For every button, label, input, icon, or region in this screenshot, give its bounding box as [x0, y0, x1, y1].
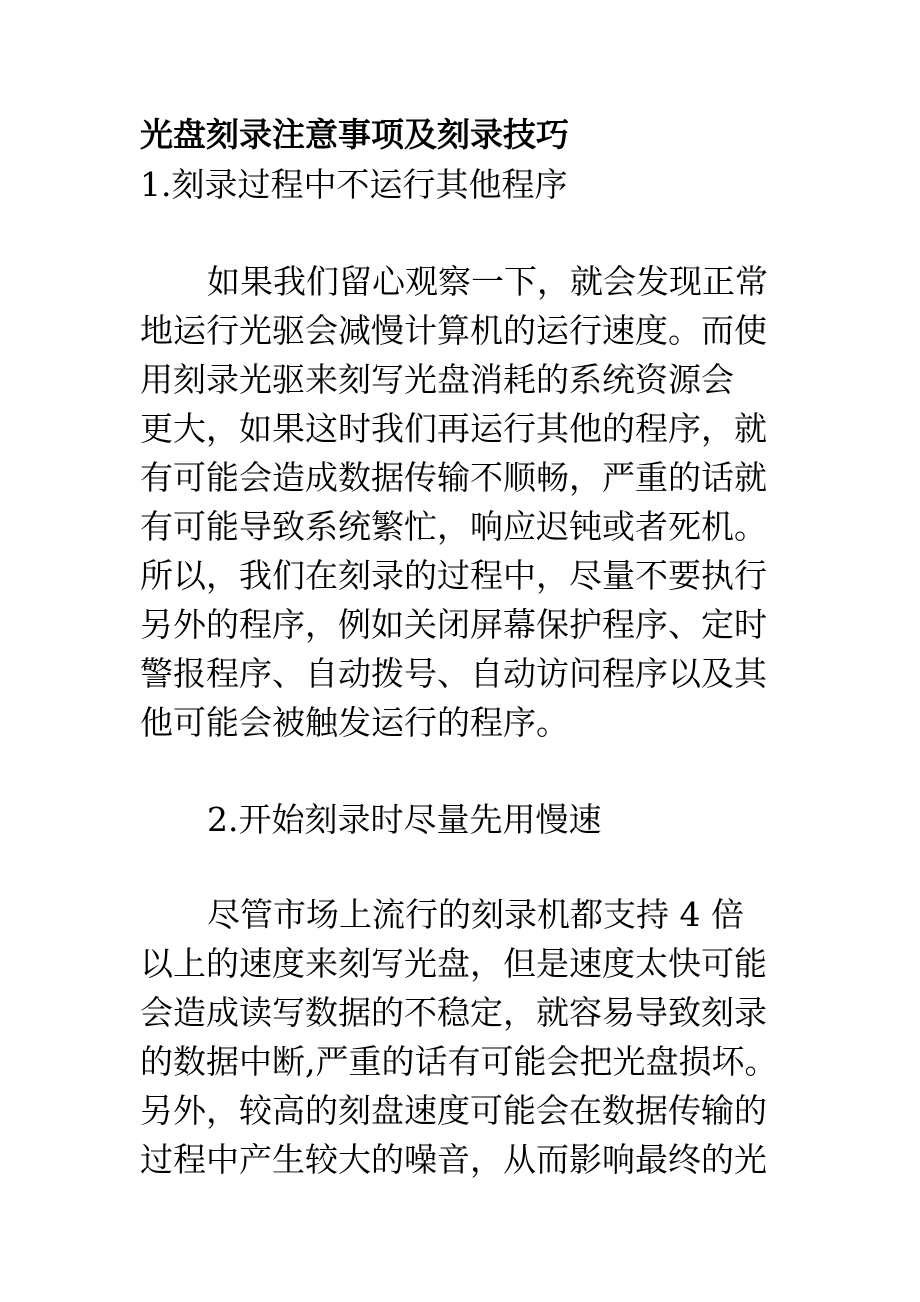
section-1-line-7: 所以，我们在刻录的过程中，尽量不要执行	[140, 556, 767, 595]
section-1-line-1: 如果我们留心观察一下，就会发现正常	[207, 262, 768, 301]
section-1-heading: 1.刻录过程中不运行其他程序	[140, 165, 568, 204]
section-1-line-5: 有可能会造成数据传输不顺畅，严重的话就	[140, 458, 767, 497]
section-1-line-8: 另外的程序，例如关闭屏幕保护程序、定时	[140, 605, 767, 644]
section-2-line-1: 尽管市场上流行的刻录机都支持 4 倍	[207, 895, 744, 934]
section-2-line-4: 的数据中断,严重的话有可能会把光盘损坏。	[140, 1042, 778, 1081]
section-2-line-2: 以上的速度来刻写光盘，但是速度太快可能	[140, 944, 767, 983]
section-2-heading: 2.开始刻录时尽量先用慢速	[207, 800, 602, 839]
document-title: 光盘刻录注意事项及刻录技巧	[140, 115, 569, 154]
section-2-line-3: 会造成读写数据的不稳定，就容易导致刻录	[140, 993, 767, 1032]
section-1-line-6: 有可能导致系统繁忙，响应迟钝或者死机。	[140, 507, 767, 546]
section-1-line-3: 用刻录光驱来刻写光盘消耗的系统资源会	[140, 360, 734, 399]
section-1-line-9: 警报程序、自动拨号、自动访问程序以及其	[140, 654, 767, 693]
section-1-line-4: 更大，如果这时我们再运行其他的程序，就	[140, 409, 767, 448]
section-1-line-10: 他可能会被触发运行的程序。	[140, 703, 569, 742]
section-1-line-2: 地运行光驱会减慢计算机的运行速度。而使	[140, 311, 767, 350]
section-2-line-5: 另外，较高的刻盘速度可能会在数据传输的	[140, 1091, 767, 1130]
section-2-line-6: 过程中产生较大的噪音，从而影响最终的光	[140, 1140, 767, 1179]
